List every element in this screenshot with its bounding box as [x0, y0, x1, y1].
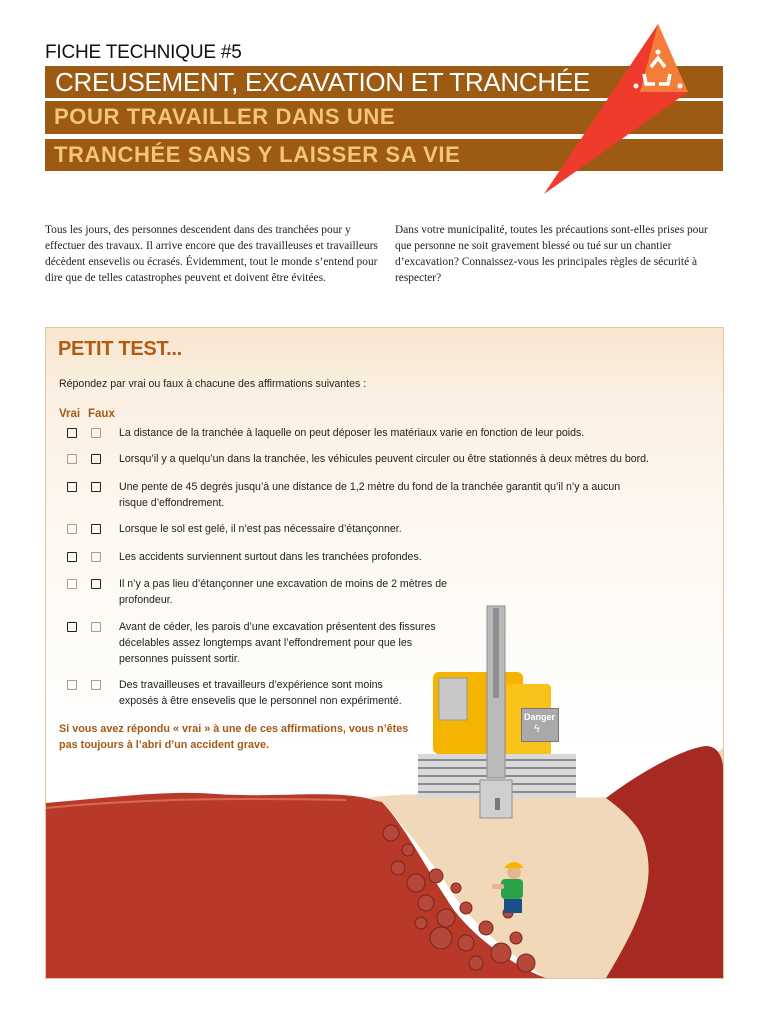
- faux-checkbox[interactable]: [91, 482, 101, 492]
- faux-checkbox[interactable]: [91, 579, 101, 589]
- vrai-checkbox[interactable]: [67, 428, 77, 438]
- vrai-checkbox[interactable]: [67, 482, 77, 492]
- intro-right: Dans votre municipalité, toutes les précautions sont-elles prises pour que personne ne soit gravement blessé ou tué sur un chantier d’excavation? Connaissez-vous les principales règles de sécurité à respecter?: [395, 224, 708, 284]
- intro-left: Tous les jours, des personnes descendent dans des tranchées pour y effectuer des travaux. Il arrive encore que des travailleuses et travailleurs décèdent ensevelis ou écrasés. Évidemment, tout le monde s’entend pour dire que de telles catastrophes peuvent et doivent être évitées.: [45, 224, 378, 284]
- question-text: Il n’y a pas lieu d’étançonner une excavation de moins de 2 mètres de profondeur.: [119, 578, 448, 606]
- question-text: Une pente de 45 degrés jusqu’à une distance de 1,2 mètre du fond de la tranchée garantit qu’il n’y a aucun risque d’effondrement.: [119, 481, 621, 509]
- page-title: CREUSEMENT, EXCAVATION ET TRANCHÉE: [55, 67, 590, 97]
- faux-checkbox[interactable]: [91, 454, 101, 464]
- test-conclusion: Si vous avez répondu « vrai » à une de ces affirmations, vous n’êtes pas toujours à l’abri d’un accident grave.: [59, 723, 409, 751]
- subtitle-line-1: POUR TRAVAILLER DANS UNE: [54, 104, 396, 129]
- danger-sign-icon: [521, 708, 559, 742]
- quiz-panel: [45, 327, 724, 979]
- vrai-checkbox[interactable]: [67, 680, 77, 690]
- vrai-checkbox[interactable]: [67, 454, 77, 464]
- vrai-checkbox[interactable]: [67, 552, 77, 562]
- question-text: Lorsqu’il y a quelqu’un dans la tranchée, les véhicules peuvent circuler ou être stationnés à deux mètres du bord.: [119, 453, 650, 465]
- question-text: Lorsque le sol est gelé, il n’est pas nécessaire d’étançonner.: [119, 523, 402, 535]
- test-title: PETIT TEST...: [58, 338, 182, 360]
- vrai-checkbox[interactable]: [67, 622, 77, 632]
- lightning-icon: ϟ: [534, 723, 540, 735]
- fiche-number: FICHE TECHNIQUE #5: [45, 42, 242, 63]
- faux-checkbox[interactable]: [91, 428, 101, 438]
- vrai-checkbox[interactable]: [67, 579, 77, 589]
- question-text: Des travailleuses et travailleurs d’expérience sont moins exposés à être ensevelis que le personnel non expérimenté.: [119, 679, 402, 707]
- faux-checkbox[interactable]: [91, 680, 101, 690]
- subtitle-line-2: TRANCHÉE SANS Y LAISSER SA VIE: [54, 142, 461, 167]
- column-faux: Faux: [88, 408, 115, 420]
- danger-label: Danger: [524, 712, 556, 722]
- logo-triangle-icon: [540, 20, 690, 200]
- question-text: Avant de céder, les parois d’une excavation présentent des fissures décelables assez longtemps avant l’effondrement pour que les personnes puissent sortir.: [119, 621, 436, 665]
- faux-checkbox[interactable]: [91, 524, 101, 534]
- vrai-checkbox[interactable]: [67, 524, 77, 534]
- question-text: La distance de la tranchée à laquelle on peut déposer les matériaux varie en fonction de leur poids.: [119, 427, 585, 439]
- test-instruction: Répondez par vrai ou faux à chacune des affirmations suivantes :: [59, 378, 367, 390]
- question-text: Les accidents surviennent surtout dans les tranchées profondes.: [119, 551, 422, 563]
- column-vrai: Vrai: [59, 408, 81, 420]
- faux-checkbox[interactable]: [91, 552, 101, 562]
- faux-checkbox[interactable]: [91, 622, 101, 632]
